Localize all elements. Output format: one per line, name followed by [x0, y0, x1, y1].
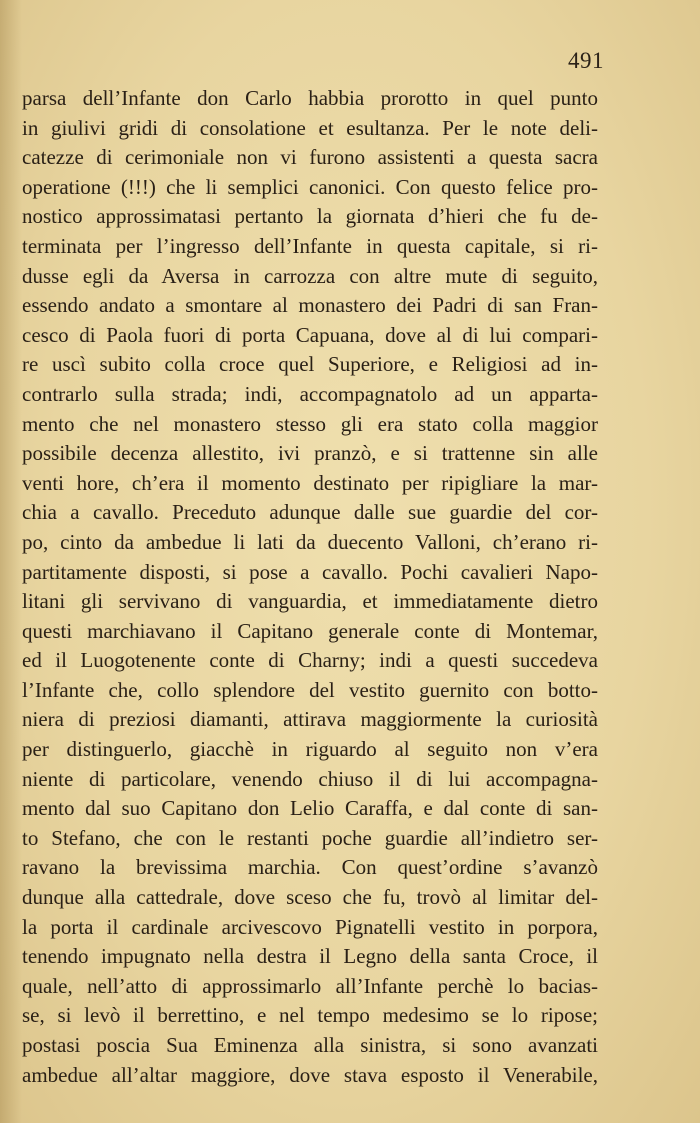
- text-line: per distinguerlo, giacchè in riguardo al seguito non v’era: [22, 737, 598, 762]
- text-line: niente di particolare, venendo chiuso il di lui accompagna-: [22, 766, 598, 791]
- text-line: in giulivi gridi di consolatione et esultanza. Per le note deli-: [22, 115, 598, 140]
- text-line: catezze di cerimoniale non vi furono assistenti a questa sacra: [22, 145, 598, 170]
- text-line: niera di preziosi diamanti, attirava maggiormente la curiosità: [22, 707, 598, 732]
- text-line: nostico approssimatasi pertanto la giornata d’hieri che fu de-: [22, 204, 598, 229]
- text-line: possibile decenza allestito, ivi pranzò, e si trattenne sin alle: [22, 441, 598, 466]
- text-line: po, cinto da ambedue li lati da duecento Valloni, ch’erano ri-: [22, 529, 598, 554]
- text-line: essendo andato a smontare al monastero dei Padri di san Fran-: [22, 293, 598, 318]
- text-line: postasi poscia Sua Eminenza alla sinistra, si sono avanzati: [22, 1033, 598, 1057]
- text-line: ravano la brevissima marchia. Con quest’ordine s’avanzò: [22, 855, 598, 880]
- text-line: re uscì subito colla croce quel Superiore, e Religiosi ad in-: [22, 352, 598, 377]
- text-line: dusse egli da Aversa in carrozza con altre mute di seguito,: [22, 263, 598, 288]
- text-line: contrarlo sulla strada; indi, accompagnatolo ad un apparta-: [22, 381, 598, 406]
- body-text: [22, 84, 598, 1090]
- text-line: to Stefano, che con le restanti poche guardie all’indietro ser-: [22, 825, 598, 850]
- binding-shadow: [0, 0, 22, 1123]
- text-line: cesco di Paola fuori di porta Capuana, dove al di lui compari-: [22, 322, 598, 347]
- text-line: parsa dell’Infante don Carlo habbia prorotto in quel punto: [22, 86, 598, 110]
- text-line: se, si levò il berrettino, e nel tempo medesimo se lo ripose;: [22, 1003, 598, 1028]
- text-line: terminata per l’ingresso dell’Infante in questa capitale, si ri-: [22, 233, 598, 258]
- text-line: l’Infante che, collo splendore del vestito guernito con botto-: [22, 677, 598, 702]
- text-line: operatione (!!!) che li semplici canonici. Con questo felice pro-: [22, 174, 598, 199]
- text-line: la porta il cardinale arcivescovo Pignatelli vestito in porpora,: [22, 914, 598, 939]
- text-line: litani gli servivano di vanguardia, et immediatamente dietro: [22, 589, 598, 614]
- text-line: mento dal suo Capitano don Lelio Caraffa, e dal conte di san-: [22, 796, 598, 821]
- page-number: 491: [568, 48, 604, 73]
- text-line: venti hore, ch’era il momento destinato per ripigliare la mar-: [22, 470, 598, 495]
- text-line: chia a cavallo. Preceduto adunque dalle sue guardie del cor-: [22, 500, 598, 525]
- text-line: questi marchiavano il Capitano generale conte di Montemar,: [22, 618, 598, 643]
- text-line: mento che nel monastero stesso gli era stato colla maggior: [22, 411, 598, 436]
- text-line: ed il Luogotenente conte di Charny; indi a questi succedeva: [22, 648, 598, 673]
- text-line: ambedue all’altar maggiore, dove stava esposto il Venerabile,: [22, 1062, 598, 1087]
- text-line: partitamente disposti, si pose a cavallo. Pochi cavalieri Napo-: [22, 559, 598, 584]
- text-line: quale, nell’atto di approssimarlo all’Infante perchè lo bacias-: [22, 973, 598, 998]
- text-line: dunque alla cattedrale, dove sceso che fu, trovò al limitar del-: [22, 885, 598, 910]
- text-line: tenendo impugnato nella destra il Legno della santa Croce, il: [22, 944, 598, 969]
